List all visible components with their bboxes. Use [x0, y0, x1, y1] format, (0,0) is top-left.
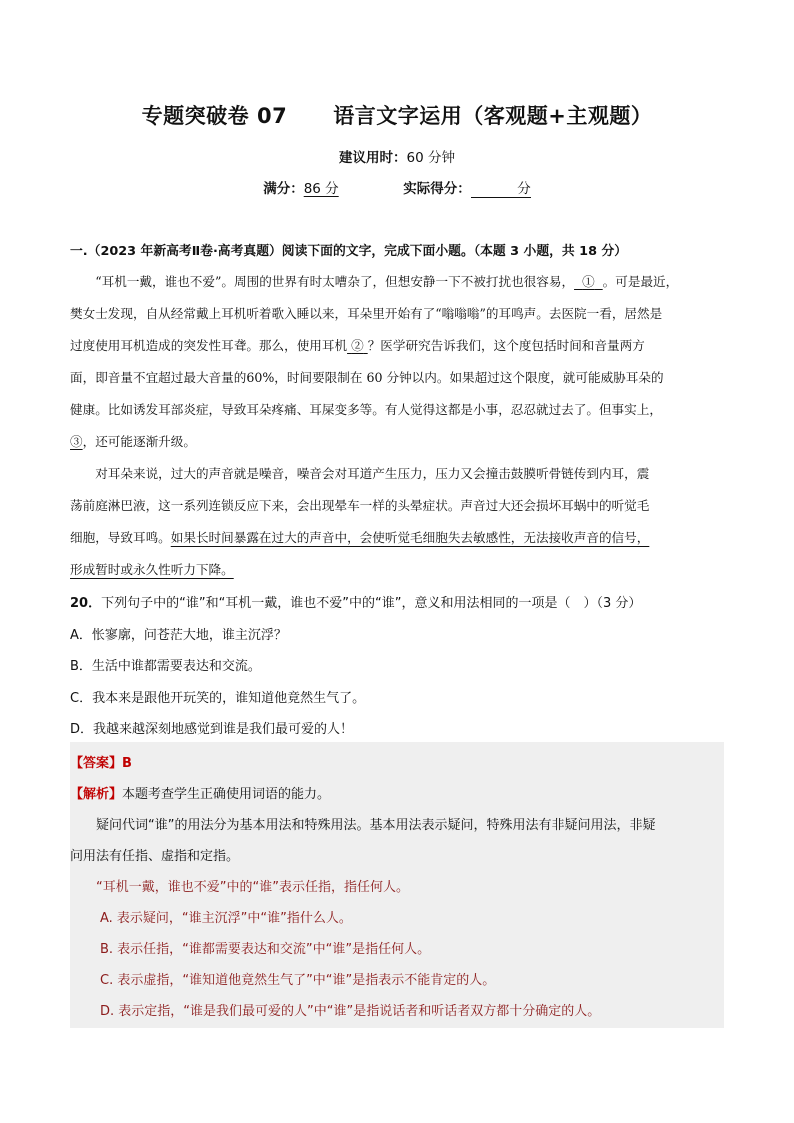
score-line — [70, 177, 724, 198]
blank-1: ① — [582, 274, 595, 289]
option-b: B．生活中谁都需要表达和交流。 — [70, 659, 261, 674]
passage-paragraph-1 — [70, 266, 724, 458]
actual-score-unit: 分 — [517, 181, 531, 197]
time-value: 60 分钟 — [406, 150, 455, 166]
answer-line — [70, 748, 724, 779]
analysis-option-a: A. 表示疑问，“谁主沉浮”中“谁”指什么人。 — [100, 911, 352, 926]
title-right: 语言文字运用（客观题+主观题） — [333, 104, 653, 128]
blank-3: ③ — [70, 434, 83, 449]
analysis-option-c: C. 表示虚指，“谁知道他竟然生气了”中“谁”是指表示不能肯定的人。 — [100, 973, 496, 988]
suggested-time — [70, 146, 724, 166]
question-20 — [70, 588, 724, 746]
time-label: 建议用时： — [339, 150, 407, 166]
option-c: C．我本来是跟他开玩笑的，谁知道他竟然生气了。 — [70, 690, 366, 706]
passage-line: “耳机一戴，谁也不爱”。周围的世界有时太嘈杂了，但想安静一下不被打扰也很容易， — [95, 274, 575, 289]
passage-line: 健康。比如诱发耳部炎症，导致耳朵疼痛、耳屎变多等。有人觉得这都是小事，忍忍就过去了。但事实上， — [70, 402, 662, 417]
option-a: A．怅寥廓，问苍茫大地，谁主沉浮？ — [70, 627, 287, 643]
analysis-intro: 本题考查学生正确使用词语的能力。 — [122, 787, 331, 802]
passage-line: 对耳朵来说，过大的声音就是噪音，噪音会对耳道产生压力，压力又会撞击鼓膜听骨链传到内耳，震 — [95, 466, 650, 481]
full-score-value: 86 分 — [303, 181, 339, 197]
passage-line: ③，还可能逐渐升级。 — [70, 434, 196, 449]
answer-value: B — [122, 756, 132, 771]
actual-score-label: 实际得分： — [403, 181, 471, 197]
analysis-text: “耳机一戴，谁也不爱”中的“谁”表示任指，指任何人。 — [96, 880, 409, 895]
question-stem: 20．下列句子中的“谁”和“耳机一戴，谁也不爱”中的“谁”，意义和用法相同的一项是（ ）（3 分） — [70, 596, 642, 611]
passage-line: 樊女士发现，自从经常戴上耳机听着歌入睡以来，耳朵里开始有了“嗡嗡嗡”的耳鸣声。去医院一看，居然是 — [70, 306, 663, 321]
section-heading: 一.（2023 年新高考Ⅱ卷·高考真题）阅读下面的文字，完成下面小题。（本题 3 小题，共 18 分） — [70, 244, 628, 259]
passage-text: 。可是最近， — [602, 274, 679, 289]
answer-content — [70, 748, 724, 1027]
blank-2: ② — [351, 338, 364, 353]
analysis-option-b: B. 表示任指，“谁都需要表达和交流”中“谁”是指任何人。 — [100, 942, 431, 957]
passage-line: 细胞，导致耳鸣。如果长时间暴露在过大的声音中，会使听觉毛细胞失去敏感性，无法接收声音的信号， — [70, 530, 650, 545]
page-title — [70, 100, 724, 130]
analysis-line — [70, 779, 724, 810]
passage-paragraph-2 — [70, 458, 724, 586]
answer-label: 【答案】 — [70, 756, 123, 771]
underlined-sentence: 如果长时间暴露在过大的声音中，会使听觉毛细胞失去敏感性，无法接收声音的信号， — [170, 530, 650, 545]
full-score-label: 满分： — [263, 181, 304, 197]
actual-score-blank — [471, 182, 531, 198]
analysis-label: 【解析】 — [70, 787, 123, 802]
title-left: 专题突破卷 07 — [141, 104, 288, 128]
underlined-sentence-cont: 形成暂时或永久性听力下降。 — [70, 562, 234, 577]
passage-line: 过度使用耳机造成的突发性耳聋。那么，使用耳机 ② ？医学研究告诉我们，这个度包括时间和音量两方 — [70, 338, 645, 353]
passage-line: 荡前庭淋巴液，这一系列连锁反应下来，会出现晕车一样的头晕症状。声音过大还会损坏耳蜗中的听觉毛 — [70, 498, 650, 513]
analysis-text: 疑问代词“谁”的用法分为基本用法和特殊用法。基本用法表示疑问，特殊用法有非疑问用法，非疑 — [96, 818, 656, 833]
option-d: D．我越来越深刻地感觉到谁是我们最可爱的人！ — [70, 722, 354, 737]
passage-line: 面，即音量不宜超过最大音量的60%，时间要限制在 60 分钟以内。如果超过这个限度，就可能威胁耳朵的 — [70, 370, 664, 385]
analysis-text: 问用法有任指、虚指和定指。 — [70, 849, 240, 864]
analysis-option-d: D. 表示定指，“谁是我们最可爱的人”中“谁”是指说话者和听话者双方都十分确定的人。 — [100, 1004, 601, 1019]
reading-passage — [70, 266, 724, 586]
